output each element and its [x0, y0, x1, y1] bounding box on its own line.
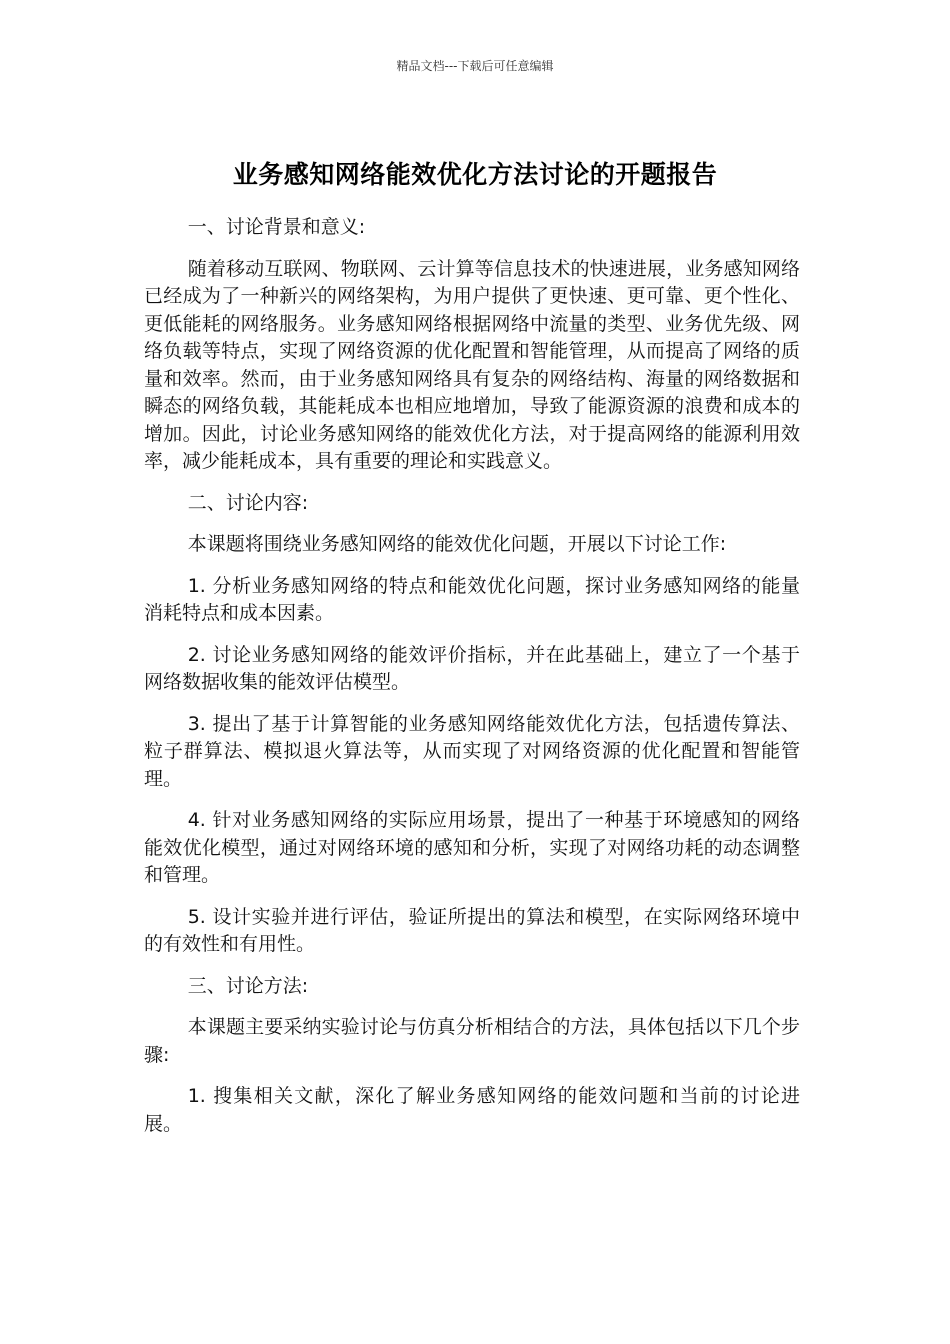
page-header-note: 精品文档---下载后可任意编辑 [396, 59, 554, 73]
content-item-2: 2. 讨论业务感知网络的能效评价指标，并在此基础上，建立了一个基于网络数据收集的能效评估模型。 [144, 643, 800, 693]
background-paragraph: 随着移动互联网、物联网、云计算等信息技术的快速进展，业务感知网络已经成为了一种新兴的网络架构，为用户提供了更快速、更可靠、更个性化、更低能耗的网络服务。业务感知网络根据网络中流量的类型、业务优先级、网络负载等特点，实现了网络资源的优化配置和智能管理，从而提高了网络的质量和效率。然而，由于业务感知网络具有复杂的网络结构、海量的网络数据和瞬态的网络负载，其能耗成本也相应地增加，导致了能源资源的浪费和成本的增加。因此，讨论业务感知网络的能效优化方法，对于提高网络的能源利用效率，减少能耗成本，具有重要的理论和实践意义。 [144, 257, 800, 472]
content-item-4: 4. 针对业务感知网络的实际应用场景，提出了一种基于环境感知的网络能效优化模型，通过对网络环境的感知和分析，实现了对网络功耗的动态调整和管理。 [144, 809, 800, 886]
content-item-3: 3. 提出了基于计算智能的业务感知网络能效优化方法，包括遗传算法、粒子群算法、模拟退火算法等，从而实现了对网络资源的优化配置和智能管理。 [144, 712, 800, 790]
content-intro-paragraph: 本课题将围绕业务感知网络的能效优化问题，开展以下讨论工作: [187, 533, 727, 555]
method-item-1: 1. 搜集相关文献，深化了解业务感知网络的能效问题和当前的讨论进展。 [144, 1085, 800, 1135]
section-heading-background: 一、讨论背景和意义: [187, 216, 366, 238]
document-title: 业务感知网络能效优化方法讨论的开题报告 [232, 159, 718, 189]
content-item-5: 5. 设计实验并进行评估，验证所提出的算法和模型，在实际网络环境中的有效性和有用性。 [144, 905, 800, 955]
document-body [144, 214, 800, 1152]
method-intro-paragraph: 本课题主要采纳实验讨论与仿真分析相结合的方法，具体包括以下几个步骤: [144, 1016, 800, 1066]
section-heading-content: 二、讨论内容: [187, 491, 309, 514]
section-heading-method: 三、讨论方法: [187, 974, 309, 997]
content-item-1: 1. 分析业务感知网络的特点和能效优化问题，探讨业务感知网络的能量消耗特点和成本因素。 [144, 574, 800, 624]
